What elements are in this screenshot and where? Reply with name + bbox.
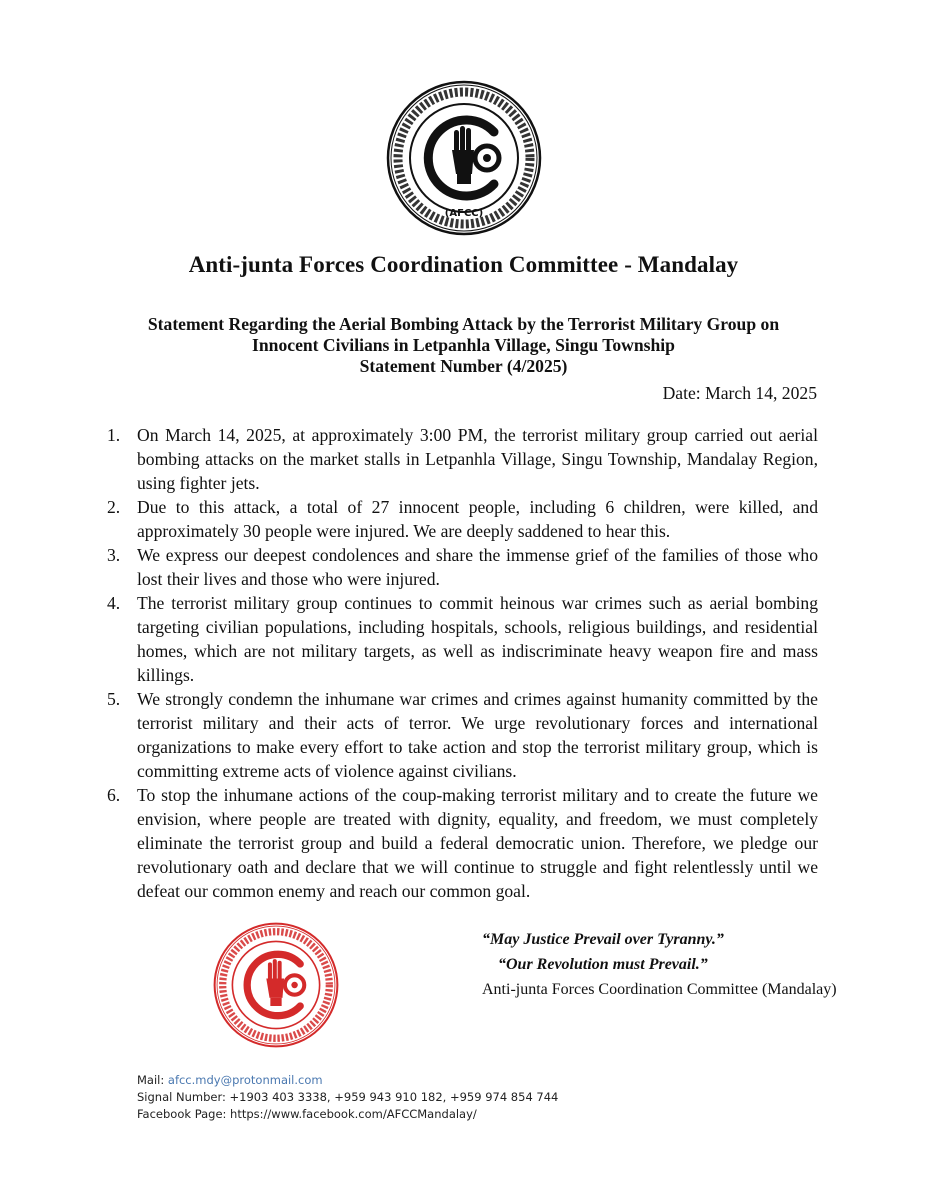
point-text: Due to this attack, a total of 27 innocent people, including 6 children, were killed, and approximately 30 people were injured. We are deeply saddened to hear this. [137, 497, 818, 541]
point-number: 1. [107, 425, 121, 445]
point-text: The terrorist military group continues to commit heinous war crimes such as aerial bombing targeting civilian populations, including hospitals, schools, religious buildings, and residential homes, which are not military targets, as well as indiscriminate heavy weapon fire and mass killings. [137, 593, 818, 685]
afcc-logo-top [386, 80, 542, 236]
point-item [97, 591, 818, 687]
motto-line-1: “May Justice Prevail over Tyranny.” [482, 931, 724, 948]
point-text: On March 14, 2025, at approximately 3:00 PM, the terrorist military group carried out aerial bombing attacks on the market stalls in Letpanhla Village, Singu Township, Mandalay Region, using fighter jets. [137, 425, 818, 493]
facebook-line: Facebook Page: https://www.facebook.com/AFCCMandalay/ [137, 1107, 477, 1121]
contact-block [137, 1072, 558, 1123]
signature-line: Anti-junta Forces Coordination Committee (Mandalay) [482, 981, 837, 998]
statement-number: Statement Number (4/2025) [359, 356, 568, 376]
point-item [97, 423, 818, 495]
point-item [97, 783, 818, 903]
point-number: 2. [107, 497, 121, 517]
point-item [97, 495, 818, 543]
point-number: 5. [107, 689, 121, 709]
point-text: We strongly condemn the inhumane war crimes and crimes against humanity committed by the terrorist military and their acts of terror. We urge revolutionary forces and international organizations to make every effort to take action and stop the terrorist military group, which is committing extreme acts of violence against civilians. [137, 689, 818, 781]
point-number: 4. [107, 593, 121, 613]
mail-label: Mail: [137, 1073, 165, 1087]
point-number: 3. [107, 545, 121, 565]
statement-subject [100, 314, 827, 377]
closing-block [482, 931, 837, 999]
statement-points [97, 423, 818, 903]
signal-line: Signal Number: +1903 403 3338, +959 943 910 182, +959 974 854 744 [137, 1090, 559, 1104]
logo-caption: (AFCC) [444, 208, 484, 219]
afcc-logo-bottom [213, 922, 339, 1048]
point-item [97, 543, 818, 591]
motto-line-2: “Our Revolution must Prevail.” [498, 956, 708, 973]
mail-line [137, 1072, 558, 1089]
point-item [97, 687, 818, 783]
mail-link[interactable]: afcc.mdy@protonmail.com [167, 1073, 323, 1087]
point-text: To stop the inhumane actions of the coup-making terrorist military and to create the future we envision, where people are treated with dignity, equality, and freedom, we must completely eliminate the terrorist group and build a federal democratic union. Therefore, we pledge our revolutionary oath and declare that we will continue to struggle and fight relentlessly until we defeat our common enemy and reach our common goal. [137, 785, 818, 901]
statement-date: Date: March 14, 2025 [662, 383, 817, 403]
subject-line-1: Statement Regarding the Aerial Bombing Attack by the Terrorist Military Group on [147, 314, 780, 334]
point-number: 6. [107, 785, 121, 805]
point-text: We express our deepest condolences and share the immense grief of the families of those who lost their lives and those who were injured. [137, 545, 818, 589]
org-title: Anti-junta Forces Coordination Committee - Mandalay [188, 252, 739, 277]
subject-line-2: Innocent Civilians in Letpanhla Village, Singu Township [252, 335, 675, 355]
